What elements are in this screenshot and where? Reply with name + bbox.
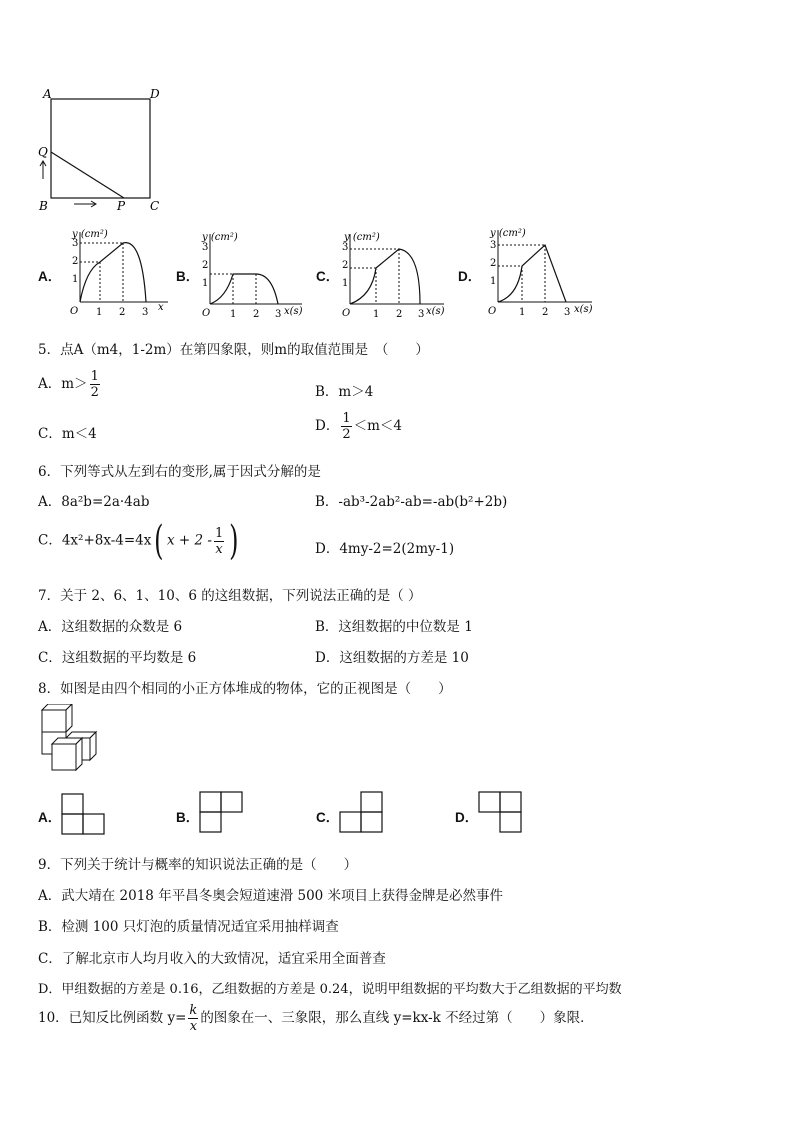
svg-text:y (cm²): y (cm²) [202, 232, 238, 243]
q10-stem: 10．已知反比例函数 y= $\frac{k}{x}$ 的图象在一、三象限，那么直线 y=kx-k 不经过第（ ）象限． [38, 1003, 594, 1034]
svg-text:O: O [488, 306, 497, 317]
q6-stem: 6．下列等式从左到右的变形,属于因式分解的是 [38, 464, 321, 480]
svg-text:y (cm²): y (cm²) [72, 229, 108, 240]
svg-text:1: 1 [96, 307, 103, 318]
svg-text:2: 2 [119, 307, 126, 318]
q9-option-b[interactable]: B．检测 100 只灯泡的质量情况适宜采用抽样调查 [38, 919, 339, 935]
svg-text:2: 2 [542, 307, 549, 318]
segment-qp [51, 152, 124, 198]
svg-text:3: 3 [275, 309, 282, 320]
svg-text:O: O [70, 306, 79, 317]
svg-text:x(s): x(s) [574, 304, 593, 315]
label-p: P [117, 199, 126, 213]
q9-option-c[interactable]: C．了解北京市人均月收入的大致情况，适宜采用全面普查 [38, 951, 386, 967]
q8-stem: 8．如图是由四个相同的小正方体堆成的物体，它的正视图是（ ） [38, 681, 452, 697]
svg-text:3: 3 [202, 242, 209, 253]
svg-text:x(s): x(s) [284, 306, 303, 317]
q6-option-b[interactable]: B．-ab³-2ab²-ab=-ab(b²+2b) [315, 494, 508, 510]
q7-option-d[interactable]: D．这组数据的方差是 10 [315, 650, 469, 666]
q8-option-c-view[interactable] [338, 790, 384, 834]
svg-text:O: O [202, 308, 211, 319]
label-b: B [39, 199, 48, 213]
svg-text:2: 2 [202, 260, 209, 271]
q6-option-a[interactable]: A．8a²b=2a·4ab [38, 494, 150, 510]
graph-option-c-label: C． [316, 269, 340, 284]
label-a: A [43, 87, 52, 101]
svg-text:y (cm²): y (cm²) [344, 232, 380, 243]
svg-text:1: 1 [342, 278, 349, 289]
q8-option-d-label[interactable]: D． [455, 810, 479, 825]
q5-stem: 5．点A（m4，1-2m）在第四象限，则m的取值范围是 （ ） [38, 342, 429, 358]
q9-option-d[interactable]: D．甲组数据的方差是 0.16，乙组数据的方差是 0.24，说明甲组数据的平均数大于乙组数据的平均数 [38, 982, 622, 997]
svg-text:2: 2 [72, 256, 79, 267]
svg-text:O: O [342, 308, 351, 319]
graph-option-c [336, 226, 452, 320]
graph-option-d [480, 224, 600, 318]
svg-text:2: 2 [490, 258, 497, 269]
svg-text:1: 1 [202, 278, 209, 289]
svg-text:2: 2 [342, 260, 349, 271]
square-figure [34, 84, 174, 214]
q5-option-b[interactable]: B．m＞4 [315, 384, 374, 400]
svg-text:x: x [158, 302, 164, 313]
q8-cube-stack-figure [36, 704, 100, 776]
graph-option-b-label: B． [176, 269, 200, 284]
q6-option-c[interactable]: C．4x²+8x-4=4x( x + 2 - $\frac{1}{x}$ ) [38, 518, 239, 564]
q9-option-a[interactable]: A．武大靖在 2018 年平昌冬奥会短道速滑 500 米项目上获得金牌是必然事件 [38, 888, 504, 904]
graph-option-a [62, 226, 172, 318]
q5-option-d[interactable]: D． $\frac{1}{2}$ ＜m＜4 [315, 411, 402, 442]
svg-text:y (cm²): y (cm²) [490, 228, 526, 239]
label-d: D [150, 87, 160, 101]
q8-option-b-view[interactable] [198, 790, 244, 834]
q7-stem: 7．关于 2、6、1、10、6 的这组数据，下列说法正确的是（ ） [38, 588, 422, 604]
svg-text:3: 3 [418, 309, 425, 320]
svg-text:3: 3 [342, 242, 349, 253]
q8-option-c-label[interactable]: C． [316, 810, 340, 825]
q5-option-c[interactable]: C．m＜4 [38, 426, 97, 442]
q7-option-b[interactable]: B．这组数据的中位数是 1 [315, 619, 473, 635]
svg-text:1: 1 [519, 307, 526, 318]
svg-text:1: 1 [373, 309, 380, 320]
q8-option-b-label[interactable]: B． [176, 810, 200, 825]
svg-text:1: 1 [490, 276, 497, 287]
graph-option-b [196, 226, 308, 320]
graph-option-a-label: A． [38, 269, 62, 284]
label-c: C [150, 199, 160, 213]
svg-text:1: 1 [230, 309, 237, 320]
q7-option-a[interactable]: A．这组数据的众数是 6 [38, 619, 183, 635]
q9-stem: 9．下列关于统计与概率的知识说法正确的是（ ） [38, 857, 358, 873]
q8-option-a-label[interactable]: A． [38, 810, 62, 825]
q8-option-d-view[interactable] [477, 790, 523, 834]
q6-option-d[interactable]: D．4my-2=2(2my-1) [315, 541, 455, 557]
svg-text:x(s): x(s) [426, 306, 445, 317]
svg-text:3: 3 [564, 307, 571, 318]
label-q: Q [38, 145, 48, 159]
q7-option-c[interactable]: C．这组数据的平均数是 6 [38, 650, 197, 666]
svg-text:2: 2 [396, 309, 403, 320]
svg-text:2: 2 [253, 309, 260, 320]
graph-option-d-label: D． [458, 269, 482, 284]
svg-text:3: 3 [142, 307, 149, 318]
svg-text:3: 3 [490, 240, 497, 251]
svg-text:3: 3 [72, 238, 79, 249]
svg-text:1: 1 [72, 274, 79, 285]
q5-option-a[interactable]: A．m＞ $\frac{1}{2}$ [38, 369, 99, 400]
q8-option-a-view[interactable] [60, 792, 106, 836]
